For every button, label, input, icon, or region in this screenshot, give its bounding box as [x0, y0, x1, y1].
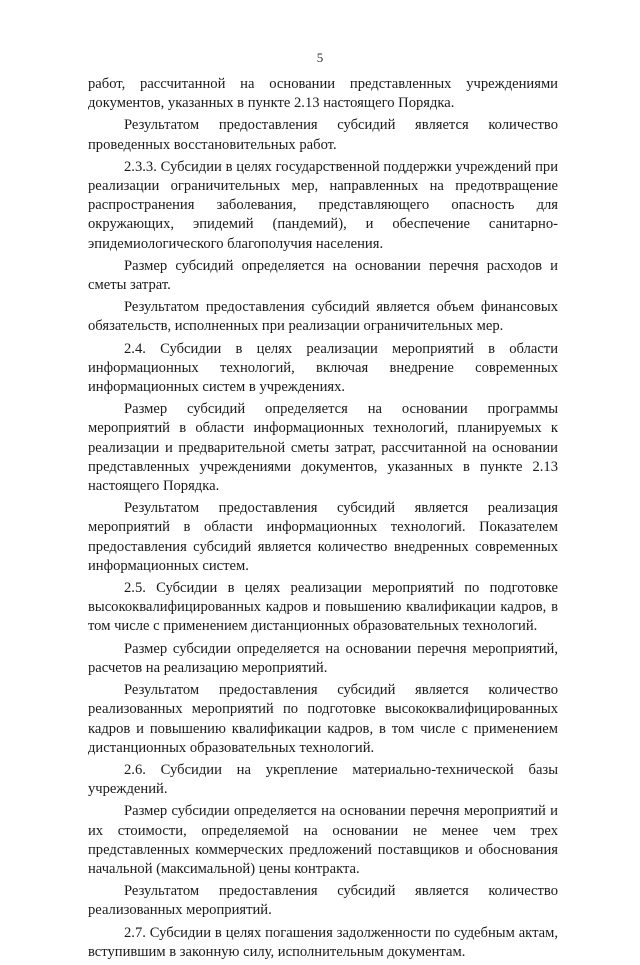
paragraph-2-5-size: Размер субсидии определяется на основании перечня мероприятий, расчетов на реализацию мероприятий.: [88, 640, 558, 676]
paragraph-2-4-result: Результатом предоставления субсидий является реализация мероприятий в области информационных технологий. Показателем предоставления субсидий является количество внедренных современных информационных систем.: [88, 500, 558, 574]
paragraph-continuation: работ, рассчитанной на основании представленных учреждениями документов, указанных в пункте 2.13 настоящего Порядка.: [88, 76, 558, 112]
paragraph-2-3-3-size: Размер субсидий определяется на основании перечня расходов и сметы затрат.: [88, 257, 558, 294]
paragraph-2-4: 2.4. Субсидии в целях реализации мероприятий в области информационных технологий, включая внедрение современных информационных систем в учреждениях.: [88, 340, 558, 396]
paragraph-2-3-3-result: Результатом предоставления субсидий является объем финансовых обязательств, исполненных при реализации ограничительных мер.: [88, 299, 558, 335]
paragraph-result-restoration: Результатом предоставления субсидий является количество проведенных восстановительных работ.: [88, 117, 558, 153]
paragraph-2-6-size: Размер субсидии определяется на основании перечня мероприятий и их стоимости, определяемой на основании не менее чем трех представленных коммерческих предложений поставщиков и обоснования начальной (максимальной) цены контракта.: [88, 803, 558, 877]
paragraph-2-5: 2.5. Субсидии в целях реализации мероприятий по подготовке высококвалифицированных кадров и повышению квалификации кадров, в том числе с применением дистанционных образовательных технологий.: [88, 580, 558, 635]
paragraph-2-6-result: Результатом предоставления субсидий является количество реализованных мероприятий.: [88, 883, 558, 919]
paragraph-2-7: 2.7. Субсидии в целях погашения задолженности по судебным актам, вступившим в законную силу, исполнительным документам.: [88, 924, 558, 960]
paragraph-2-5-result: Результатом предоставления субсидий является количество реализованных мероприятий по подготовке высококвалифицированных кадров и повышению квалификации кадров, в том числе с применением дистанционных образовательных технологий.: [88, 682, 558, 756]
page-number: 5: [316, 50, 324, 65]
paragraph-2-6: 2.6. Субсидии на укрепление материально-технической базы учреждений.: [88, 761, 558, 798]
document-body: [88, 75, 558, 965]
paragraph-2-3-3: 2.3.3. Субсидии в целях государственной поддержки учреждений при реализации ограничительных мер, направленных на предотвращение распространения заболевания, представляющего опасность для окружающих, эпидемий (пандемий), и обеспечение санитарно-эпидемиологического благополучия населения.: [88, 158, 558, 252]
paragraph-2-4-size: Размер субсидий определяется на основании программы мероприятий в области информационных технологий, планируемых к реализации и предварительной сметы затрат, рассчитанной на основании представленных учреждениями документов, указанных в пункте 2.13 настоящего Порядка.: [88, 401, 558, 495]
